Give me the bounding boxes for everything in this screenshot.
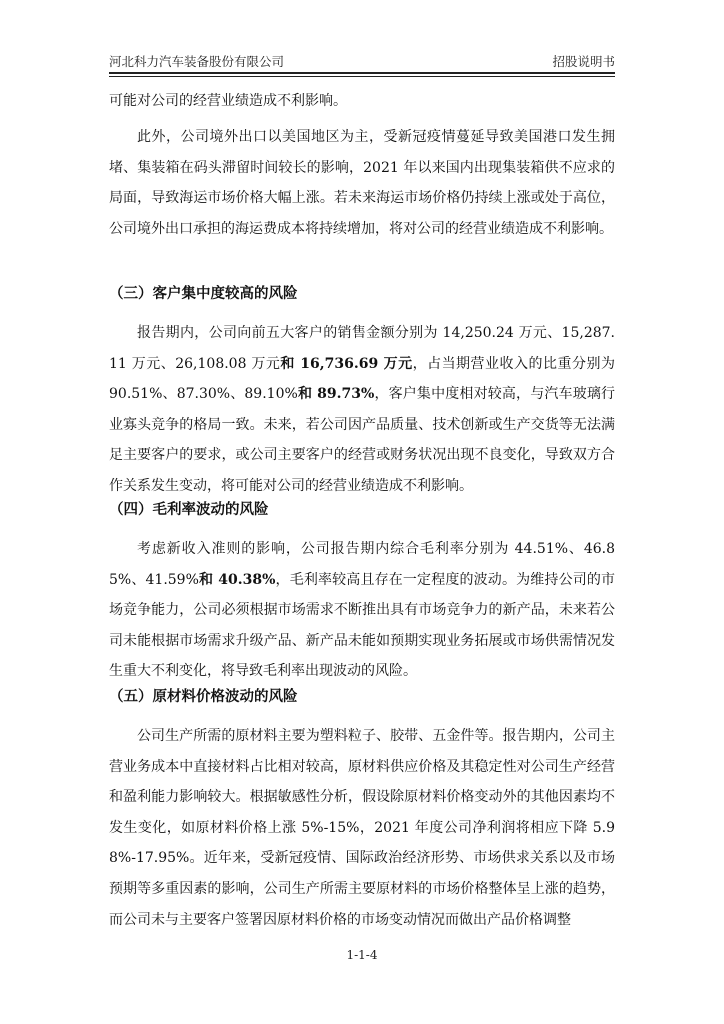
header-company: 河北科力汽车装备股份有限公司 [109, 54, 285, 69]
s3-text-3: ，客户集中度相对较高，与汽车玻璃行业寡头竞争的格局一致。未来，若公司因产品质量、技术创新或生产交货等无法满足主要客户的要求，或公司主要客户的经营或财务状况出现不良变化，导致双方合作关系发生变动，将可能对公司的经营业绩造成不利影响。 [109, 386, 616, 494]
header-doc-type: 招股说明书 [552, 54, 615, 69]
s4-text-1: 考虑新收入准则的影响，公司报告期内综合毛利率分别为 44.51%、46.85%、41.59% [109, 541, 615, 588]
section-5-heading: （五）原材料价格波动的风险 [109, 689, 298, 705]
section-4-heading: （四）毛利率波动的风险 [109, 502, 269, 518]
section-3-heading: （三）客户集中度较高的风险 [109, 286, 298, 302]
s3-bold-ratio: 和 89.73% [297, 386, 375, 403]
paragraph-continued: 可能对公司的经营业绩造成不利影响。 [109, 93, 347, 109]
s3-bold-amount: 和 16,736.69 万元 [280, 355, 413, 372]
s4-text-2: ，毛利率较高且存在一定程度的波动。为维持公司的市场竞争能力，公司必须根据市场需求不断推出具有市场竞争力的新产品，未来若公司未能根据市场需求升级产品、新产品未能如预期实现业务拓展或市场供需情况发生重大不利变化，将导致毛利率出现波动的风险。 [109, 571, 616, 680]
s3-text-2: ，占当期营业收入的比重分别为 90.51%、87.30%、89.10% [109, 355, 615, 403]
page-header [109, 50, 615, 74]
page-number: 1-1-4 [346, 948, 378, 962]
section-5-paragraph: 公司生产所需的原材料主要为塑料粒子、胶带、五金件等。报告期内，公司主营业务成本中直接材料占比相对较高，原材料供应价格及其稳定性对公司生产经营和盈利能力影响较大。根据敏感性分析，假设除原材料价格变动外的其他因素均不发生变化，如原材料价格上涨 5%-15%，2021 年度公司净利润将相应下降 5.98%-17.95%。近年来，受新冠疫情、国际政治经济形势、市场供求关系以及市场预期等多重因素的影响，公司生产所需主要原材料的市场价格整体呈上涨的趋势，而公司未与主要客户签署因原材料价格的市场变动情况而做出产品价格调整 [109, 728, 615, 928]
paragraph-export-risk: 此外，公司境外出口以美国地区为主，受新冠疫情蔓延导致美国港口发生拥堵、集装箱在码头滞留时间较长的影响，2021 年以来国内出现集装箱供不应求的局面，导致海运市场价格大幅上涨。若未来海运市场价格仍持续上涨或处于高位，公司境外出口承担的海运费成本将持续增加，将对公司的经营业绩造成不利影响。 [109, 129, 615, 237]
s3-text-1: 报告期内，公司向前五大客户的销售金额分别为 14,250.24 万元、15,287.11 万元、26,108.08 万元 [109, 325, 615, 372]
section-4-paragraph [109, 534, 615, 687]
section-3-paragraph [109, 318, 615, 502]
s4-bold-margin: 和 40.38% [198, 571, 276, 588]
